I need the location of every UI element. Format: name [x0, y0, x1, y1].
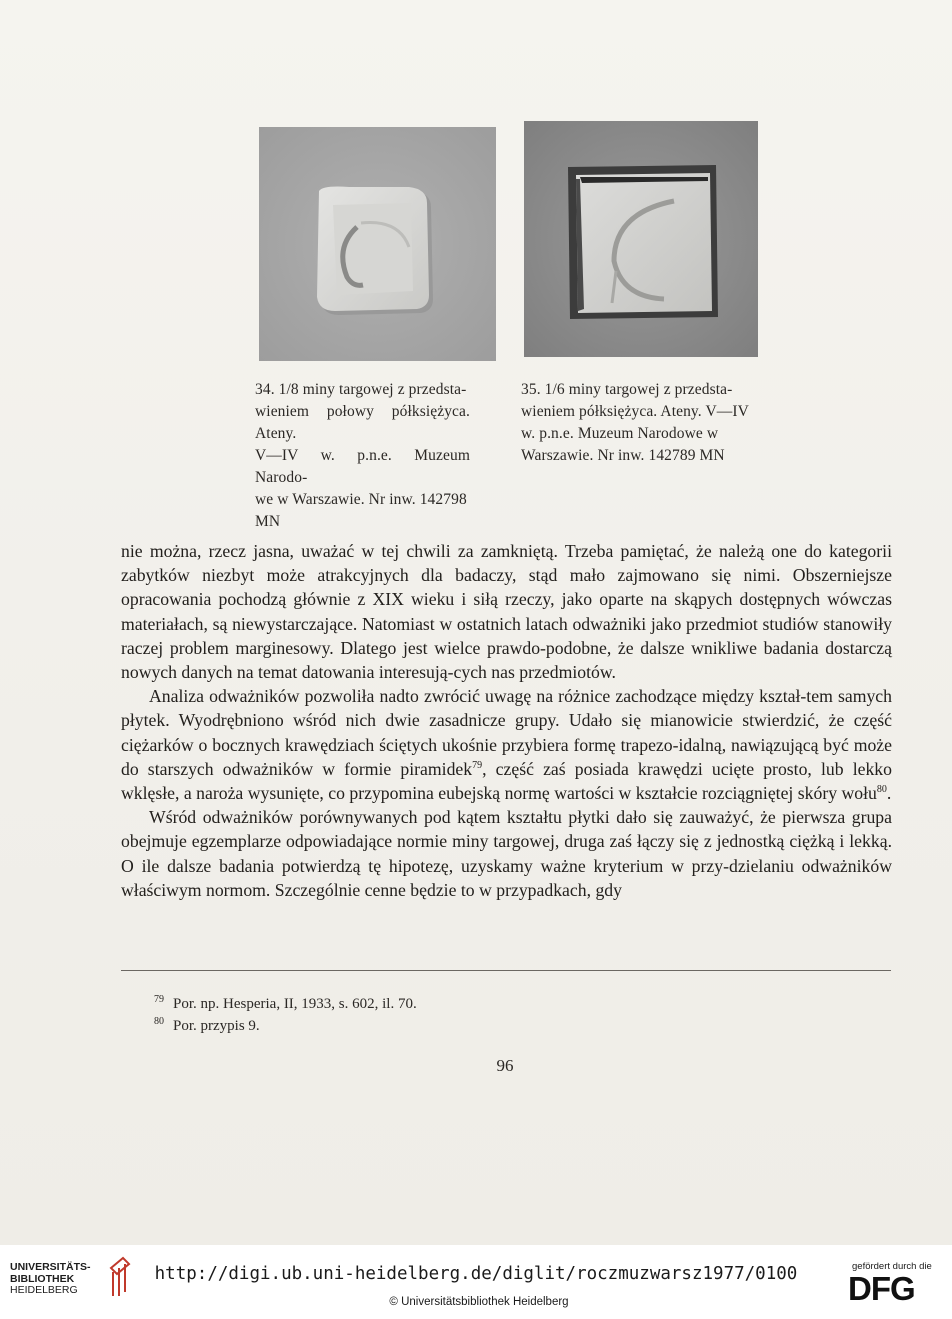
figure-35-caption: 35. 1/6 miny targowej z przedsta- wieniem półksiężyca. Ateny. V—IV w. p.n.e. Muzeum Narodowe w Warszawie. Nr inw. 142789 MN — [521, 381, 749, 464]
footnote-ref-79: 79 — [472, 759, 483, 771]
footnotes — [121, 993, 621, 1037]
footnote-79: 79 Por. np. Hesperia, II, 1933, s. 602, il. 70. — [154, 994, 417, 1012]
paragraph-1: nie można, rzecz jasna, uważać w tej chwili za zamkniętą. Trzeba pamiętać, że należą one do kategorii zabytków niezbyt może atrakcyjnych dla badaczy, stąd mało zajmowano się nimi. Obszerniejsze opracowania pochodzą głównie z XIX wieku i siłą rzeczy, jako oparte na skąpych dostępnych wówczas materiałach, są niewystarczające. Natomiast w ostatnich latach odważniki jako przedmiot studiów stanowiły raczej problem marginesowy. Dlatego jest wielce prawdo-podobne, że dalsze wnikliwe badania dostarczą nowych danych na temat datowania interesują-cych nas przedmiotów. — [121, 541, 892, 683]
paragraph-3: Wśród odważników porównywanych pod kątem kształtu płytki dało się zauważyć, że pierwsza grupa obejmuje egzemplarze odpowiadające normie miny targowej, druga zaś łączy się z jednostką ciężką i lekką. O ile dalsze badania potwierdzą tę hipotezę, uzyskamy ważne kryterium w przy-dzielaniu odważników właściwym normom. Szczególnie cenne będzie to w przypadkach, gdy — [121, 807, 892, 900]
footnote-80: 80 Por. przypis 9. — [154, 1016, 260, 1034]
figure-34-photo — [259, 127, 496, 361]
figure-35-photo — [524, 121, 758, 357]
paragraph-2: Analiza odważników pozwoliła nadto zwrócić uwagę na różnice zachodzące między kształ-tem samych płytek. Wyodrębniono wśród nich dwie zasadnicze grupy. Udało się mianowicie stwierdzić, że część ciężarków o bocznych krawędziach ściętych ukośnie przybiera formę trapezo-idalną, nawiązującą być może do starszych odważników w formie piramidek$^{79}$, część zaś posiada krawędzi ucięte prosto, lub lekko wklęsłe, a naroża wysunięte, co przypomina eubejską normę wartości w kształcie rozciągniętej skóry wołu$^{80}$. — [121, 686, 892, 804]
figure-34-caption: 34. 1/8 miny targowej z przedsta- wieniem połowy półksiężyca. Ateny. V—IV w. p.n.e. Muzeum Narodo- we w Warszawie. Nr inw. 142798 MN — [255, 381, 470, 530]
copyright-notice: © Universitätsbibliothek Heidelberg — [389, 1296, 569, 1308]
dfg-funding-label: gefördert durch die — [852, 1261, 932, 1272]
dfg-logo: DFG — [848, 1270, 915, 1307]
body-text — [121, 539, 892, 902]
page-number: 96 — [496, 1056, 514, 1075]
footnote-ref-80: 80 — [876, 784, 887, 796]
footnote-divider — [121, 970, 891, 971]
permalink-url[interactable]: http://digi.ub.uni-heidelberg.de/diglit/roczmuzwarsz1977/0100 — [154, 1264, 798, 1284]
ub-heidelberg-logo-text: UNIVERSITÄTS- BIBLIOTHEK HEIDELBERG — [10, 1261, 91, 1296]
